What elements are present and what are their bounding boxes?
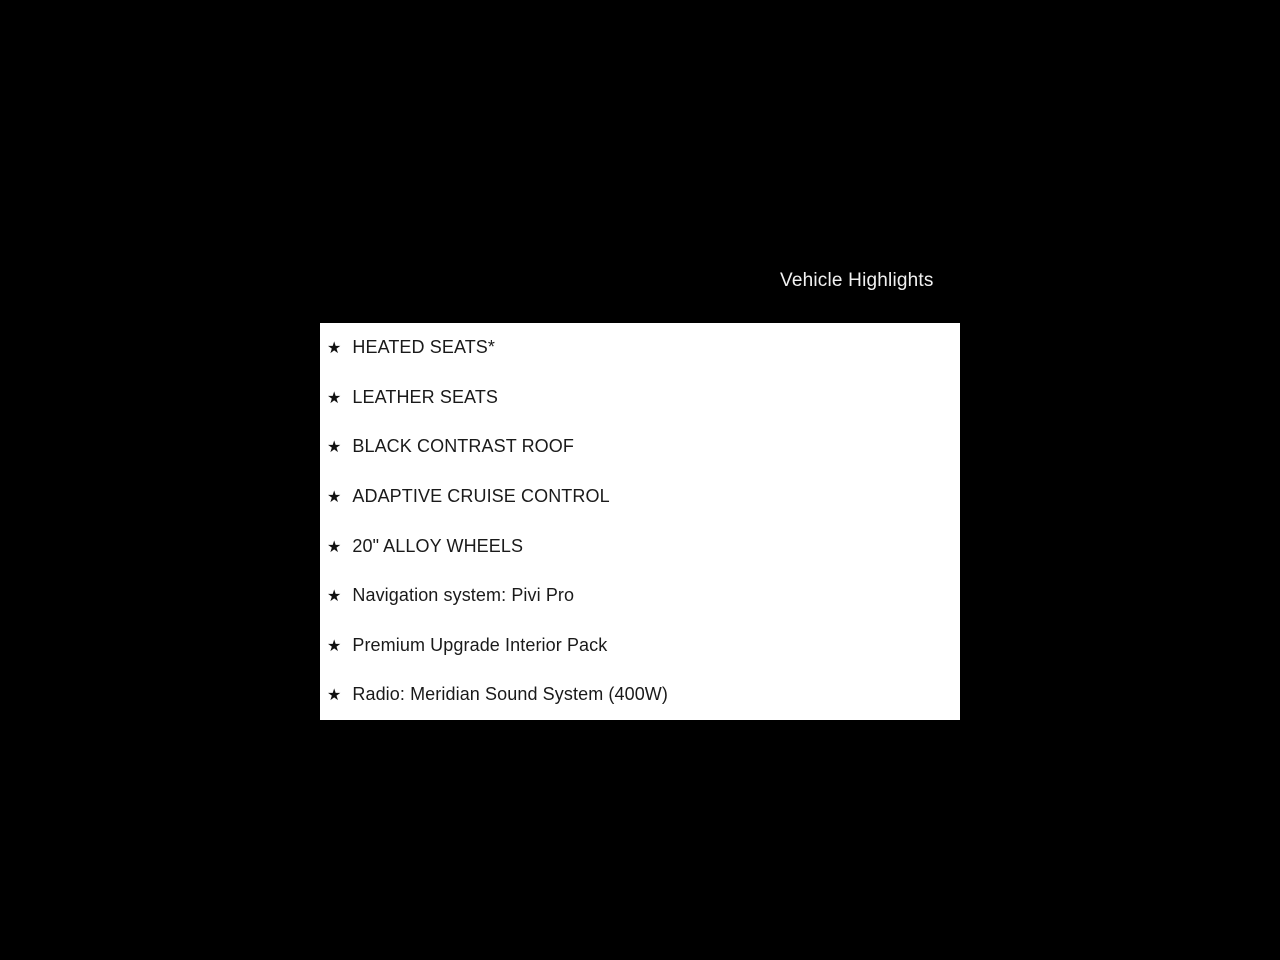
- list-item: [320, 422, 960, 472]
- highlight-text: Navigation system: Pivi Pro: [352, 585, 575, 606]
- star-bullet-icon: ★: [327, 536, 342, 556]
- list-item: [320, 373, 960, 423]
- list-item: [320, 621, 960, 671]
- star-bullet-icon: ★: [327, 586, 342, 606]
- list-item: [320, 571, 960, 621]
- list-item: [320, 323, 960, 373]
- list-item: [320, 522, 960, 572]
- list-item: [320, 670, 960, 720]
- highlight-text: Premium Upgrade Interior Pack: [352, 634, 608, 655]
- vehicle-highlights-panel: [320, 323, 960, 720]
- vehicle-highlights-title: Vehicle Highlights: [780, 270, 934, 291]
- star-bullet-icon: ★: [327, 437, 342, 457]
- star-bullet-icon: ★: [327, 486, 342, 506]
- highlight-text: BLACK CONTRAST ROOF: [352, 436, 574, 457]
- highlights-list: [320, 323, 960, 720]
- list-item: [320, 472, 960, 522]
- highlight-text: ADAPTIVE CRUISE CONTROL: [352, 485, 610, 506]
- star-bullet-icon: ★: [327, 387, 342, 407]
- highlight-text: Radio: Meridian Sound System (400W): [352, 684, 668, 705]
- star-bullet-icon: ★: [327, 685, 342, 705]
- star-bullet-icon: ★: [327, 635, 342, 655]
- star-bullet-icon: ★: [327, 338, 342, 357]
- highlight-text: LEATHER SEATS: [352, 386, 499, 407]
- highlight-text: HEATED SEATS*: [352, 337, 496, 357]
- highlight-text: 20" ALLOY WHEELS: [352, 535, 524, 556]
